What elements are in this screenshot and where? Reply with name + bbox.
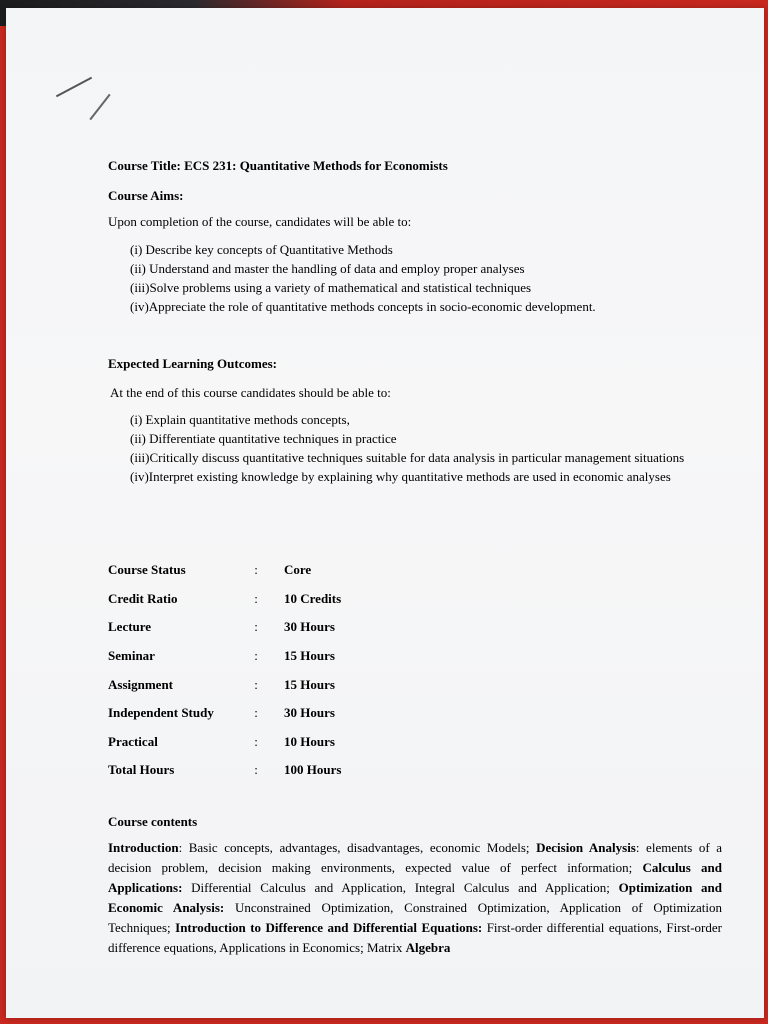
info-separator: : — [254, 676, 258, 692]
optimization-text: Unconstrained Optimization, Constrained Optimization, Application of Optimization Techniques; — [108, 900, 722, 935]
info-value: Core — [284, 562, 312, 578]
info-label: Lecture — [108, 619, 152, 635]
table-row — [108, 670, 341, 699]
table-row — [108, 699, 341, 728]
calculus-text: Differential Calculus and Application, Integral Calculus and Application; — [182, 880, 619, 895]
table-row — [108, 613, 341, 642]
info-label: Total Hours — [108, 762, 175, 778]
list-item: (iv)Appreciate the role of quantitative methods concepts in socio-economic development. — [130, 299, 596, 314]
info-value: 30 Hours — [284, 619, 335, 635]
intro-text: : Basic concepts, advantages, disadvantages, economic Models; — [178, 840, 537, 855]
intro-label: Introduction — [108, 840, 179, 855]
info-separator: : — [254, 648, 258, 664]
list-item: (iv)Interpret existing knowledge by explaining why quantitative methods are used in economic analyses — [130, 469, 671, 484]
info-label: Course Status — [108, 562, 186, 578]
info-value: 15 Hours — [284, 676, 335, 692]
list-item: (i) Explain quantitative methods concepts, — [130, 412, 350, 427]
table-row — [108, 556, 341, 585]
course-info-table — [108, 556, 341, 785]
aims-list — [130, 240, 596, 316]
staple-mark-2 — [89, 94, 110, 120]
list-item: (i) Describe key concepts of Quantitative Methods — [130, 242, 393, 257]
info-separator: : — [254, 590, 258, 606]
algebra-label: Algebra — [405, 940, 451, 955]
table-row — [108, 728, 341, 757]
info-value: 100 Hours — [284, 762, 342, 778]
outcomes-heading: Expected Learning Outcomes: — [108, 356, 277, 371]
info-label: Credit Ratio — [108, 590, 178, 606]
info-value: 10 Hours — [284, 733, 335, 749]
difference-text: First-order differential equations, First-order difference equations, Applications in Economics; Matrix — [108, 920, 722, 955]
staple-mark — [56, 77, 92, 98]
table-row — [108, 642, 341, 671]
difference-label: Introduction to Difference and Differential Equations: — [175, 920, 483, 935]
info-label: Assignment — [108, 676, 174, 692]
info-separator: : — [254, 562, 258, 578]
decision-label: Decision Analysis — [536, 840, 636, 855]
info-separator: : — [254, 705, 258, 721]
contents-heading: Course contents — [108, 814, 198, 829]
course-title-label: Course Title: — [108, 158, 181, 173]
course-title — [108, 158, 448, 174]
aims-heading: Course Aims: — [108, 188, 184, 203]
optimization-label: Optimization and Economic Analysis: — [108, 880, 723, 915]
info-label: Seminar — [108, 648, 155, 664]
table-row — [108, 756, 341, 785]
list-item: (iii)Critically discuss quantitative techniques suitable for data analysis in particular management situations — [130, 450, 685, 465]
list-item: (ii) Differentiate quantitative techniques in practice — [130, 431, 397, 446]
list-item: (iii)Solve problems using a variety of mathematical and statistical techniques — [130, 280, 532, 295]
list-item: (ii) Understand and master the handling of data and employ proper analyses — [130, 261, 525, 276]
decision-text: : elements of a decision problem, decision making environments, expected value of perfect information; — [108, 840, 723, 875]
contents-body — [108, 838, 722, 958]
info-label: Independent Study — [108, 705, 214, 721]
info-separator: : — [254, 733, 258, 749]
info-separator: : — [254, 762, 258, 778]
info-separator: : — [254, 619, 258, 635]
outcomes-list — [130, 410, 722, 486]
info-value: 10 Credits — [284, 590, 342, 606]
info-value: 15 Hours — [284, 648, 335, 664]
course-title-value: ECS 231: Quantitative Methods for Economists — [184, 158, 448, 173]
outcomes-intro: At the end of this course candidates should be able to: — [110, 385, 391, 400]
info-value: 30 Hours — [284, 705, 335, 721]
aims-intro: Upon completion of the course, candidates will be able to: — [108, 214, 412, 229]
calculus-label: Calculus and Applications: — [108, 860, 722, 895]
table-row — [108, 585, 341, 614]
info-label: Practical — [108, 733, 158, 749]
